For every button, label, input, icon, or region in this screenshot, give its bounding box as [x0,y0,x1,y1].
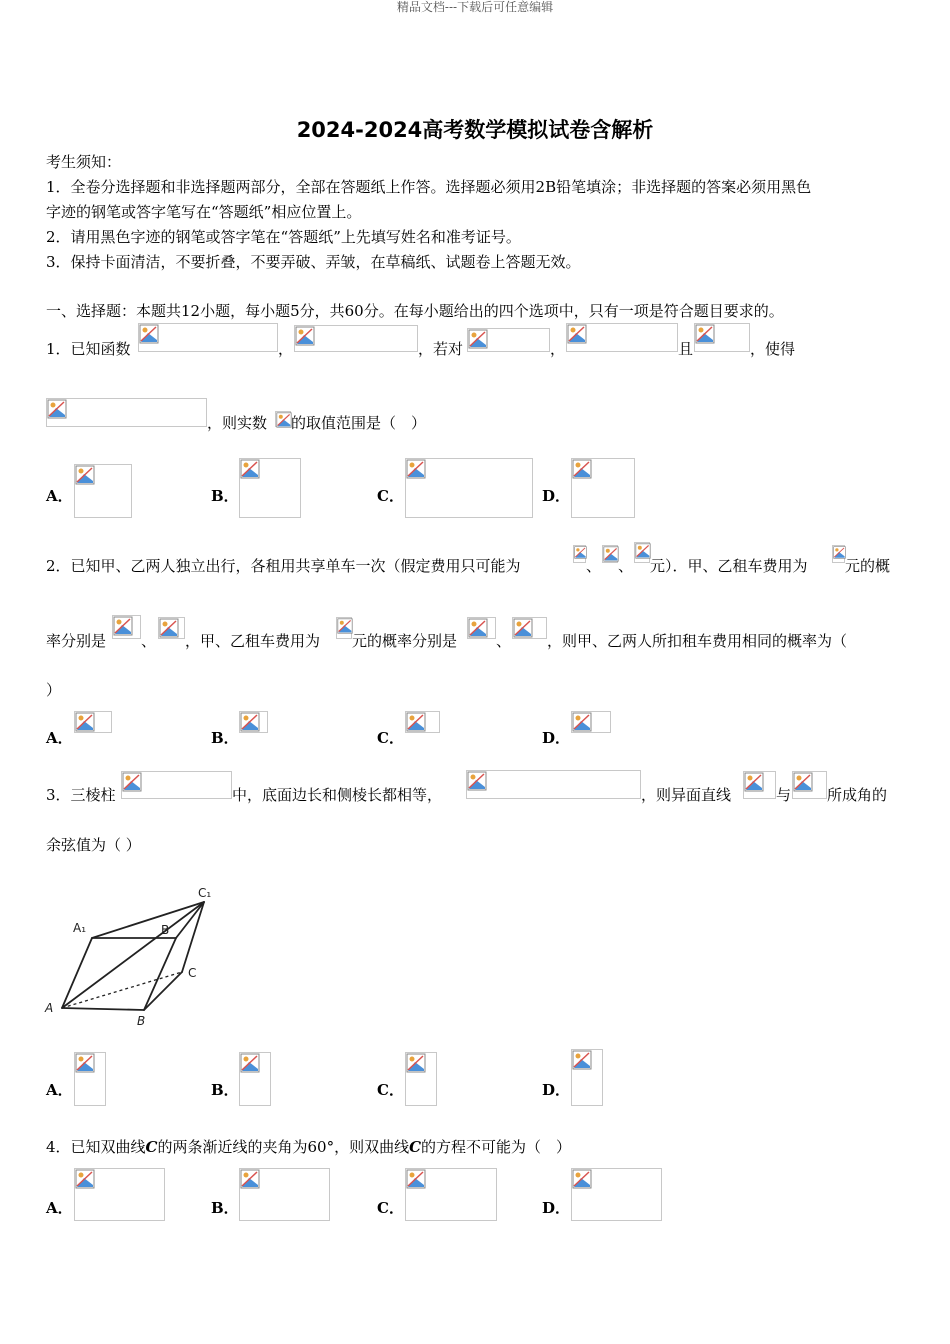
edge-a1-c1 [92,902,204,938]
option-b-image[interactable] [239,711,268,733]
broken-image-icon [572,712,592,732]
option-d-label: D． [542,487,571,505]
vertex-label: C₁ [198,886,212,900]
q2-text: ） [46,681,62,699]
broken-image-icon [635,543,651,559]
broken-image-icon [468,329,488,349]
option-a-image[interactable] [74,1168,165,1221]
formula-image [46,398,207,427]
broken-image-icon [467,771,487,791]
formula-image [112,615,141,639]
option-a-image[interactable] [74,711,112,733]
option-b-label: B． [211,1081,239,1099]
broken-image-icon [603,546,619,562]
q2-text: 2．已知甲、乙两人独立出行，各租用共享单车一次（假定费用只可能为 [46,557,521,575]
broken-image-icon [468,618,488,638]
vertex-label: A₁ [73,921,87,935]
broken-image-icon [75,1053,95,1073]
broken-image-icon [75,465,95,485]
q1-text: 的取值范围是（ ） [291,414,427,432]
page-watermark-header: 精品文档---下载后可任意编辑 [396,0,554,14]
option-c-label: C． [377,1081,404,1099]
q4-text: 4．已知双曲线C的两条渐近线的夹角为60°，则双曲线C的方程不可能为（ ） [46,1138,572,1156]
edge-b1-b [144,938,176,1010]
q1-text: ，若对 [418,340,464,358]
q3-text: 中，底面边长和侧棱长都相等， [232,786,443,804]
broken-image-icon [567,324,587,344]
vertex-label: B [137,1014,146,1028]
q2-text: 元的概率分别是 [352,632,458,650]
option-d-label: D． [542,1081,571,1099]
formula-image [512,617,547,639]
vertex-label: A [45,1001,54,1015]
broken-image-icon [47,399,67,419]
q2-text: 元）．甲、乙租车费用为 [650,557,808,575]
broken-image-icon [406,1169,426,1189]
q2-text: 、 [618,557,634,575]
option-b-image[interactable] [239,1052,271,1106]
broken-image-icon [240,459,260,479]
q3-text: 所成角的 [827,786,888,804]
edge-a-b [62,1008,144,1010]
section-heading: 一、选择题：本题共12小题，每小题5分，共60分。在每小题给出的四个选项中，只有一项是符合题目要求的。 [46,302,784,320]
option-c-label: C． [377,487,404,505]
broken-image-icon [75,712,95,732]
formula-image [336,617,352,639]
option-a-label: A． [46,487,73,505]
formula-image [602,545,618,563]
formula-image [294,325,418,352]
page-title: 2024-2024高考数学模拟试卷含解析 [296,118,654,142]
notice-item-3: 3．保持卡面清洁，不要折叠，不要弄破、弄皱，在草稿纸、试题卷上答题无效。 [46,253,581,271]
option-a-image[interactable] [74,1052,106,1106]
broken-image-icon [572,1169,592,1189]
prism-figure [40,882,230,1032]
edge-c1-c [182,902,204,972]
q1-text: ，则实数 [207,414,268,432]
option-c-label: C． [377,1199,404,1217]
option-c-image[interactable] [405,1168,497,1221]
q2-text: 元的概 [845,557,891,575]
broken-image-icon [337,618,353,634]
option-b-label: B． [211,487,239,505]
option-c-image[interactable] [405,1052,437,1106]
option-c-image[interactable] [405,711,440,733]
broken-image-icon [240,1169,260,1189]
q1-text: ， [550,340,566,358]
formula-image [467,617,496,639]
formula-image [121,771,232,799]
formula-image [466,770,641,799]
formula-image [566,323,678,352]
option-d-image[interactable] [571,458,635,518]
formula-image [832,545,845,563]
edge-b-c [144,972,182,1010]
q3-text: 余弦值为（ ） [46,836,141,854]
option-b-image[interactable] [239,1168,330,1221]
broken-image-icon [240,712,260,732]
q1-text: 1．已知函数 [46,340,131,358]
option-b-label: B． [211,729,239,747]
formula-image [634,542,650,563]
formula-image [275,411,291,427]
q1-text: 且 [678,340,694,358]
broken-image-icon [240,1053,260,1073]
q3-text: 与 [776,786,792,804]
broken-image-icon [695,324,715,344]
option-b-image[interactable] [239,458,301,518]
broken-image-icon [572,1050,592,1070]
option-d-image[interactable] [571,1049,603,1106]
q1-text: ，使得 [750,340,796,358]
option-b-label: B． [211,1199,239,1217]
vertex-label: C [188,966,197,980]
q2-text: 、 [141,632,157,650]
formula-image [138,323,278,352]
notice-item-1: 1．全卷分选择题和非选择题两部分，全部在答题纸上作答。选择题必须用2B铅笔填涂；非选择题的答案必须用黑色 [46,178,812,196]
broken-image-icon [513,618,533,638]
option-d-image[interactable] [571,711,611,733]
option-a-image[interactable] [74,464,132,518]
q3-text: ，则异面直线 [641,786,732,804]
option-a-label: A． [46,1199,73,1217]
notice-heading: 考生须知： [46,153,122,171]
q2-text: 、 [496,632,512,650]
formula-image [792,771,827,799]
broken-image-icon [744,772,764,792]
q2-text: 、 [586,557,602,575]
broken-image-icon [406,712,426,732]
diagonal-a-c1 [62,902,204,1008]
q2-text: 率分别是 [46,632,107,650]
broken-image-icon [159,618,179,638]
q1-text: ， [278,340,294,358]
notice-item-2: 2．请用黑色字迹的钢笔或答字笔在“答题纸”上先填写姓名和准考证号。 [46,228,521,246]
broken-image-icon [295,326,315,346]
option-d-image[interactable] [571,1168,662,1221]
q2-text: ，甲、乙租车费用为 [185,632,321,650]
formula-image [573,545,586,563]
option-c-image[interactable] [405,458,533,518]
vertex-label: B [161,923,170,937]
broken-image-icon [139,324,159,344]
notice-item-1-cont: 字迹的钢笔或答字笔写在“答题纸”相应位置上。 [46,203,362,221]
broken-image-icon [793,772,813,792]
broken-image-icon [276,412,292,428]
q2-text: ，则甲、乙两人所扣租车费用相同的概率为（ [547,632,848,650]
broken-image-icon [572,459,592,479]
option-a-label: A． [46,1081,73,1099]
formula-image [694,323,750,352]
formula-image [158,617,185,639]
broken-image-icon [406,1053,426,1073]
option-c-label: C． [377,729,404,747]
formula-image [743,771,776,799]
option-a-label: A． [46,729,73,747]
option-d-label: D． [542,1199,571,1217]
formula-image [467,328,550,352]
option-d-label: D． [542,729,571,747]
broken-image-icon [122,772,142,792]
broken-image-icon [113,616,133,636]
broken-image-icon [406,459,426,479]
q3-text: 3．三棱柱 [46,786,116,804]
broken-image-icon [75,1169,95,1189]
